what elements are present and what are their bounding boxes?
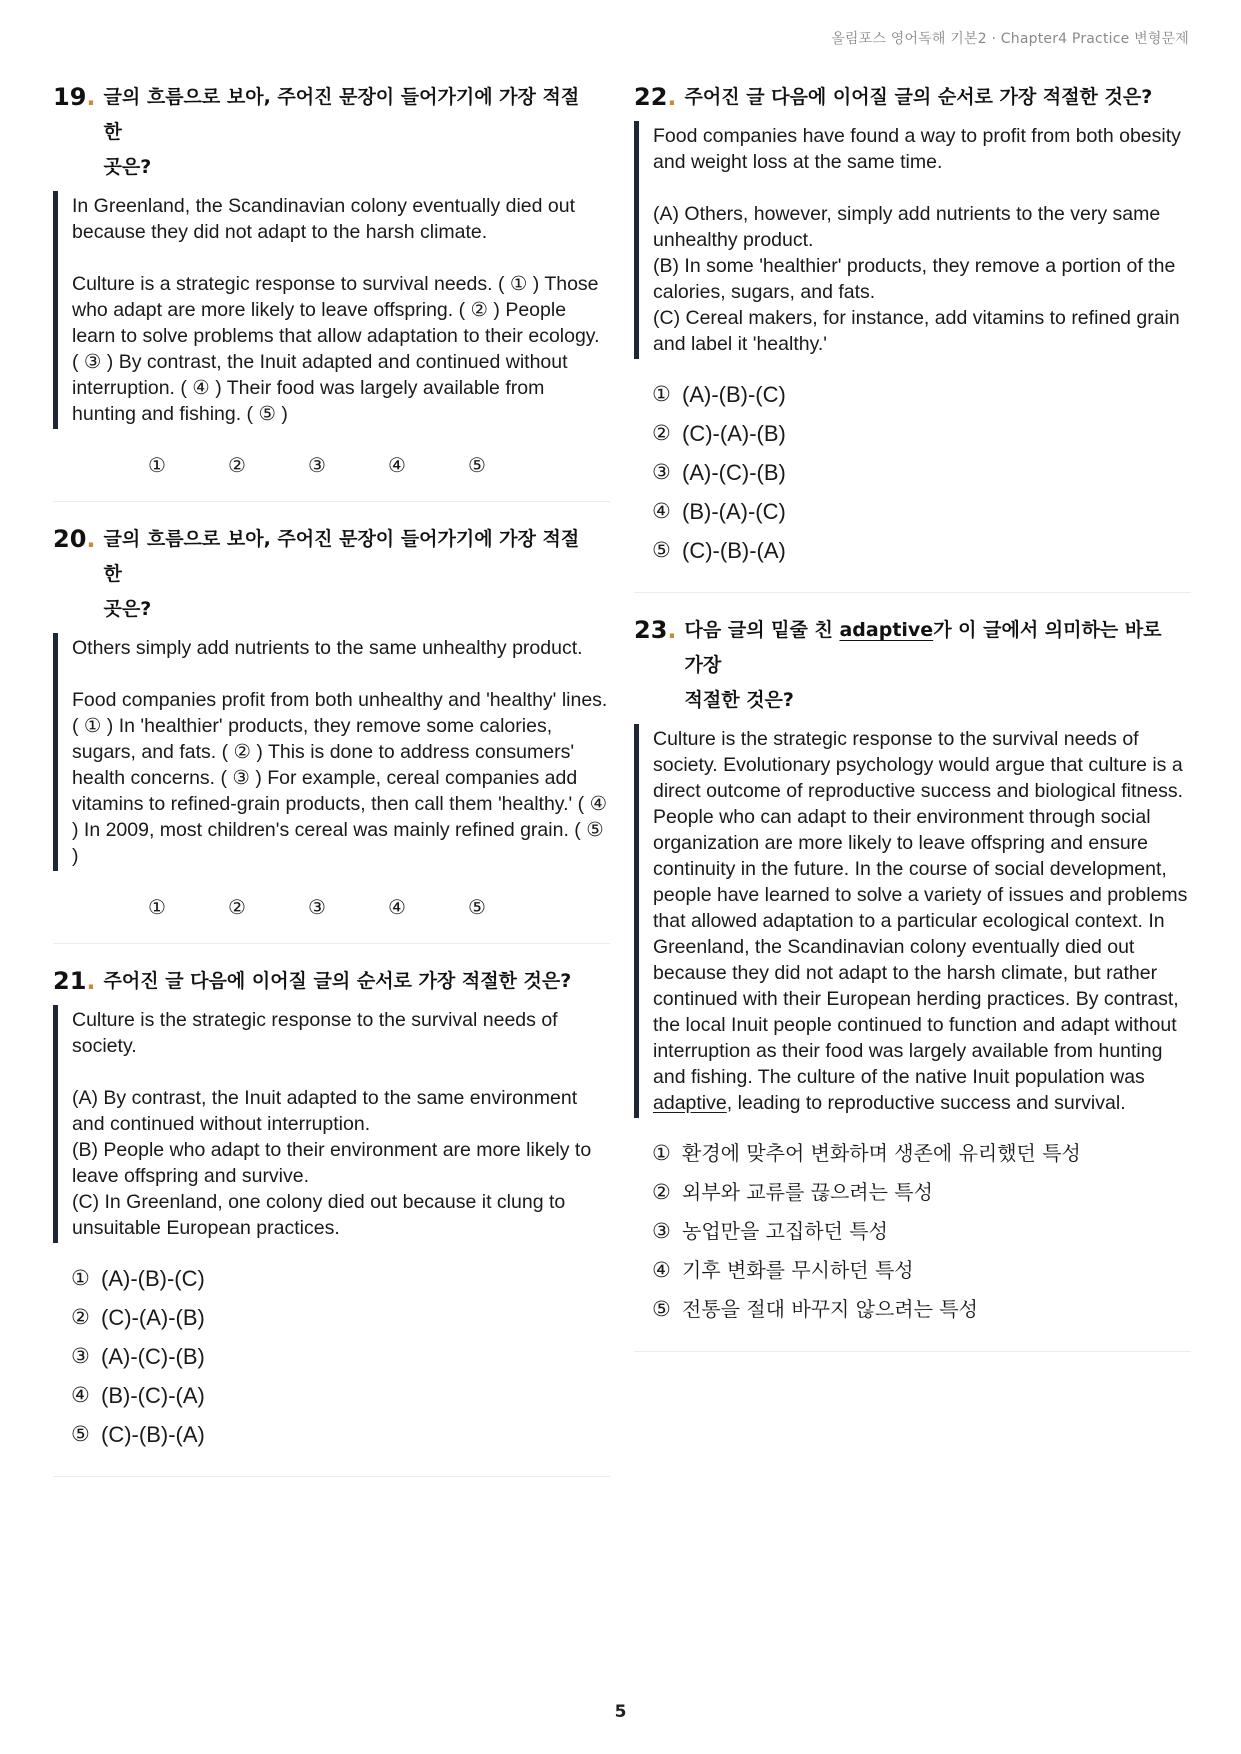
choice-3[interactable] xyxy=(652,453,1191,492)
title-line-1 xyxy=(685,613,1171,683)
choice-4[interactable]: ④ xyxy=(388,895,406,919)
answer-choices xyxy=(634,1128,1191,1351)
title-line-1: 글의 흐름으로 보아, 주어진 문장이 들어가기에 가장 적절한 xyxy=(103,528,580,585)
choice-5[interactable]: ⑤ xyxy=(468,453,486,477)
question-title xyxy=(685,613,1191,718)
choice-text: (A)-(C)-(B) xyxy=(101,1344,205,1369)
number-dot: . xyxy=(667,616,677,644)
passage-box xyxy=(634,121,1191,359)
choice-marker: ④ xyxy=(652,499,671,523)
question-title xyxy=(104,964,610,999)
question-header xyxy=(53,80,610,185)
passage-text-after: , leading to reproductive success and survival. xyxy=(726,1092,1126,1114)
given-sentence: In Greenland, the Scandinavian colony eventually died out because they did not adapt to the harsh climate. xyxy=(72,195,576,243)
choice-text: (B)-(A)-(C) xyxy=(682,499,786,524)
question-header xyxy=(634,613,1191,718)
underlined-word: adaptive xyxy=(653,1092,727,1114)
answer-choices xyxy=(53,1253,610,1476)
choice-5[interactable] xyxy=(71,1415,610,1454)
question-title xyxy=(685,80,1191,115)
choice-text: (C)-(B)-(A) xyxy=(682,538,786,563)
choice-1[interactable]: ① xyxy=(148,453,166,477)
passage-text: Culture is a strategic response to survival needs. ( ① ) Those who adapt are more likely to leave offspring. ( ② ) People learn to solve problems that allow adaptation to their ecology. ( ③ ) By contrast, the Inuit adapted and continued without interruption. ( ④ ) Their food was largely available from hunting and fishing. ( ⑤ ) xyxy=(72,273,600,425)
given-sentence: Others simply add nutrients to the same unhealthy product. xyxy=(72,637,583,659)
choice-4[interactable]: ④ xyxy=(388,453,406,477)
choice-2[interactable] xyxy=(652,414,1191,453)
title-line-2: 적절한 것은? xyxy=(684,689,794,711)
question-20 xyxy=(53,522,610,944)
answer-choices xyxy=(53,881,610,943)
paragraph-b: (B) In some 'healthier' products, they remove a portion of the calories, sugars, and fats. xyxy=(653,255,1176,303)
choice-3[interactable]: ③ xyxy=(308,453,326,477)
choice-3[interactable] xyxy=(71,1337,610,1376)
question-title xyxy=(104,522,610,627)
choice-text: (C)-(A)-(B) xyxy=(101,1305,205,1330)
title-line-2: 곳은? xyxy=(103,598,152,620)
question-title xyxy=(104,80,610,185)
choice-3[interactable]: ③ xyxy=(308,895,326,919)
passage-text: Food companies profit from both unhealthy and 'healthy' lines. ( ① ) In 'healthier' products, they remove some calories, sugars, and fats. ( ② ) This is done to address consumers' health concerns. ( ③ ) For example, cereal companies add vitamins to refined-grain products, then call them 'healthy.' ( ④ ) In 2009, most children's cereal was mainly refined grain. ( ⑤ ) xyxy=(72,689,608,867)
choice-marker: ② xyxy=(71,1305,90,1329)
choice-4[interactable] xyxy=(71,1376,610,1415)
choice-marker: ③ xyxy=(652,460,671,484)
underlined-target-word: adaptive xyxy=(839,619,934,641)
title-prefix: 다음 글의 밑줄 친 xyxy=(684,619,840,641)
number-dot: . xyxy=(86,967,96,995)
choice-marker: ④ xyxy=(652,1258,671,1282)
choice-2[interactable]: ② xyxy=(228,453,246,477)
choice-text: 전통을 절대 바꾸지 않으려는 특성 xyxy=(682,1297,978,1321)
title-line-2: 곳은? xyxy=(103,156,152,178)
choice-1[interactable] xyxy=(71,1259,610,1298)
question-number: 21 xyxy=(53,967,87,995)
question-number: 23 xyxy=(634,616,668,644)
choice-marker: ② xyxy=(652,421,671,445)
given-sentence: Food companies have found a way to profit from both obesity and weight loss at the same time. xyxy=(653,125,1181,173)
choice-text: (B)-(C)-(A) xyxy=(101,1383,205,1408)
choice-5[interactable] xyxy=(652,1290,1191,1329)
passage-text xyxy=(653,726,1191,1116)
choice-marker: ③ xyxy=(652,1219,671,1243)
passage-box xyxy=(634,724,1191,1118)
right-column xyxy=(634,80,1191,1372)
question-22 xyxy=(634,80,1191,593)
choice-5[interactable]: ⑤ xyxy=(468,895,486,919)
choice-text: (A)-(B)-(C) xyxy=(101,1266,205,1291)
page-number: 5 xyxy=(614,1702,627,1722)
number-dot: . xyxy=(86,525,96,553)
question-header xyxy=(634,80,1191,115)
title-suffix: 가 이 글에서 의미하는 바로 가장 xyxy=(684,619,1162,676)
choice-marker: ① xyxy=(652,1141,671,1165)
title-line-1: 주어진 글 다음에 이어질 글의 순서로 가장 적절한 것은? xyxy=(103,970,572,992)
title-line-1: 글의 흐름으로 보아, 주어진 문장이 들어가기에 가장 적절한 xyxy=(103,86,580,143)
question-23 xyxy=(634,613,1191,1352)
choice-2[interactable] xyxy=(71,1298,610,1337)
choice-marker: ⑤ xyxy=(71,1422,90,1446)
choice-marker: ① xyxy=(71,1266,90,1290)
given-sentence: Culture is the strategic response to the survival needs of society. xyxy=(72,1009,558,1057)
answer-choices xyxy=(53,439,610,501)
question-19 xyxy=(53,80,610,502)
passage-text-before: Culture is the strategic response to the survival needs of society. Evolutionary psychology would argue that culture is a direct outcome of reproductive success and biological fitness. People who can adapt to their environment through social organization are more likely to leave offspring and ensure continuity in the future. In the course of social development, people have learned to solve a variety of issues and problems that allowed adaptation to a particular ecological context. In Greenland, the Scandinavian colony eventually died out because they did not adapt to the harsh climate, but rather continued with their European herding practices. By contrast, the local Inuit people continued to function and adapt without interruption as their food was largely available from hunting and fishing. The culture of the native Inuit population was xyxy=(653,728,1188,1088)
choice-text: 농업만을 고집하던 특성 xyxy=(682,1219,888,1243)
choice-marker: ③ xyxy=(71,1344,90,1368)
paragraph-c: (C) In Greenland, one colony died out because it clung to unsuitable European practices. xyxy=(72,1191,566,1239)
choice-2[interactable]: ② xyxy=(228,895,246,919)
left-column xyxy=(53,80,610,1497)
question-number: 19 xyxy=(53,83,87,111)
choice-marker: ① xyxy=(652,382,671,406)
choice-text: (A)-(C)-(B) xyxy=(682,460,786,485)
paragraph-a: (A) By contrast, the Inuit adapted to the same environment and continued without interruption. xyxy=(72,1087,578,1135)
choice-1[interactable] xyxy=(652,375,1191,414)
choice-5[interactable] xyxy=(652,531,1191,570)
choice-3[interactable] xyxy=(652,1212,1191,1251)
choice-4[interactable] xyxy=(652,492,1191,531)
passage-box xyxy=(53,1005,610,1243)
choice-text: 기후 변화를 무시하던 특성 xyxy=(682,1258,914,1282)
question-number: 22 xyxy=(634,83,668,111)
choice-marker: ② xyxy=(652,1180,671,1204)
paragraph-a: (A) Others, however, simply add nutrients to the very same unhealthy product. xyxy=(653,203,1161,251)
title-line-1: 주어진 글 다음에 이어질 글의 순서로 가장 적절한 것은? xyxy=(684,86,1153,108)
question-header xyxy=(53,964,610,999)
choice-marker: ④ xyxy=(71,1383,90,1407)
choice-1[interactable]: ① xyxy=(148,895,166,919)
number-dot: . xyxy=(86,83,96,111)
passage-box xyxy=(53,191,610,429)
choice-text: 외부와 교류를 끊으려는 특성 xyxy=(682,1180,933,1204)
choice-1[interactable] xyxy=(652,1134,1191,1173)
choice-text: 환경에 맞추어 변화하며 생존에 유리했던 특성 xyxy=(682,1141,1081,1165)
page-header: 올림포스 영어독해 기본2 · Chapter4 Practice 변형문제 xyxy=(831,31,1189,47)
paragraph-b: (B) People who adapt to their environment are more likely to leave offspring and survive. xyxy=(72,1139,592,1187)
choice-4[interactable] xyxy=(652,1251,1191,1290)
choice-text: (A)-(B)-(C) xyxy=(682,382,786,407)
number-dot: . xyxy=(667,83,677,111)
paragraph-c: (C) Cereal makers, for instance, add vitamins to refined grain and label it 'healthy.' xyxy=(653,307,1180,355)
question-number: 20 xyxy=(53,525,87,553)
choice-marker: ⑤ xyxy=(652,538,671,562)
passage-box xyxy=(53,633,610,871)
choice-2[interactable] xyxy=(652,1173,1191,1212)
question-21 xyxy=(53,964,610,1477)
question-header xyxy=(53,522,610,627)
answer-choices xyxy=(634,369,1191,592)
choice-marker: ⑤ xyxy=(652,1297,671,1321)
choice-text: (C)-(B)-(A) xyxy=(101,1422,205,1447)
choice-text: (C)-(A)-(B) xyxy=(682,421,786,446)
